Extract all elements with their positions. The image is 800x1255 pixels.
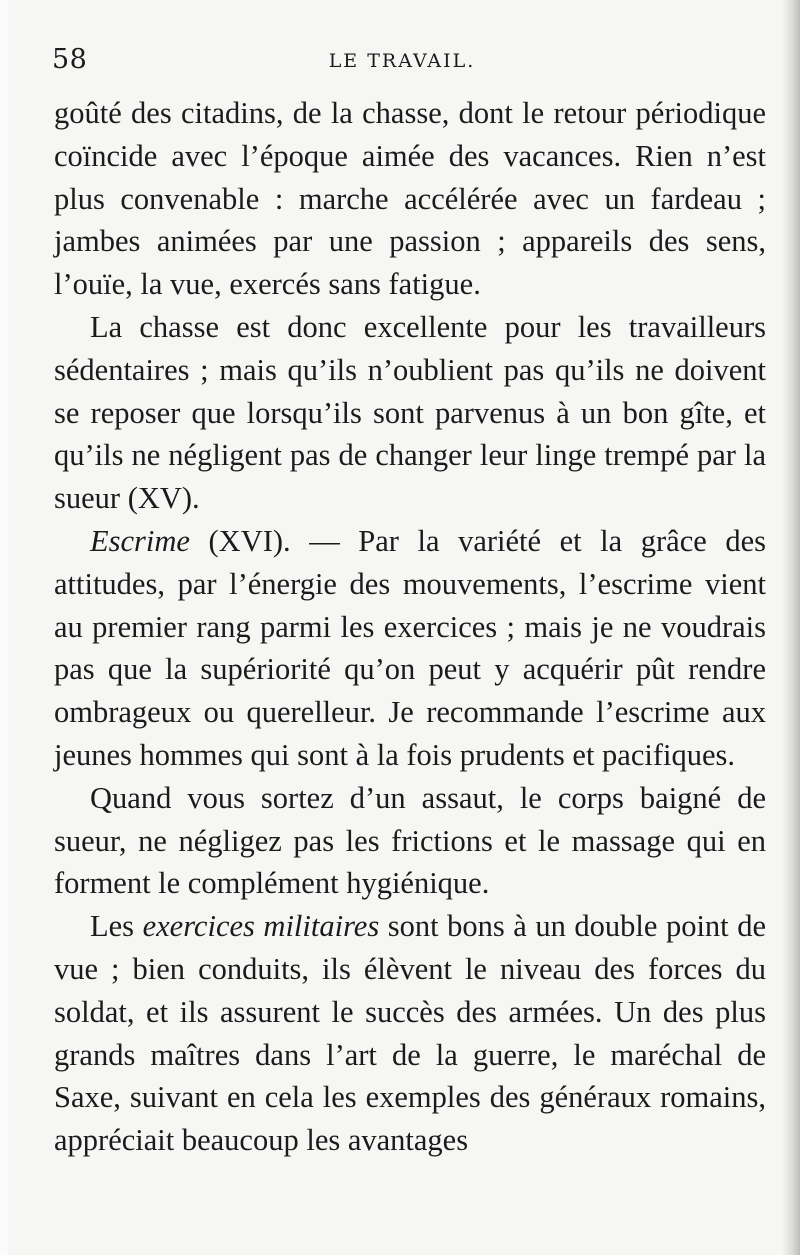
paragraph-text: Quand vous sortez d’un assaut, le corps baigné de sueur, ne négligez pas les frictions et le massage qui en forment le complément hygiénique. [54, 780, 766, 901]
paragraph-hunting-advice [54, 306, 766, 520]
paragraph-after-assault [54, 777, 766, 905]
paragraph-military-exercises [54, 905, 766, 1162]
body-text [54, 92, 766, 1162]
paragraph-text: goûté des citadins, de la chasse, dont le retour périodique coïncide avec l’époque aimée des vacances. Rien n’est plus convenable : marche accélérée avec un fardeau ; jambes animées par une passion ; appareils des sens, l’ouïe, la vue, exercés sans fatigue. [54, 96, 766, 302]
section-term-fencing: Escrime [90, 523, 190, 558]
paragraph-hunting-intro [54, 92, 766, 306]
section-term-military: exercices militaires [142, 909, 380, 944]
paragraph-text: (XVI). — Par la variété et la grâce des attitudes, par l’énergie des mouvements, l’escrime vient au premier rang parmi les exercices ; mais je ne voudrais pas que la supériorité qu’on peut y acquérir pût rendre ombrageux ou querelleur. Je recommande l’escrime aux jeunes hommes qui sont à la fois prudents et pacifiques. [54, 523, 766, 772]
paragraph-text-lead: Les [90, 909, 143, 944]
running-title: LE TRAVAIL. [328, 50, 476, 72]
page-number: 58 [52, 44, 88, 75]
page-edge-shadow [782, 0, 800, 1255]
paragraph-fencing [54, 520, 766, 777]
paragraph-text: La chasse est donc excellente pour les travailleurs sédentaires ; mais qu’ils n’oublient pas qu’ils ne doivent se reposer que lorsqu’ils sont parvenus à un bon gîte, et qu’ils ne négligent pas de changer leur linge trempé par la sueur (XV). [54, 309, 766, 516]
page-header [52, 44, 752, 78]
paragraph-text: sont bons à un double point de vue ; bien conduits, ils élèvent le niveau des forces du soldat, et ils assurent le succès des armées. Un des plus grands maîtres dans l’art de la guerre, le maréchal de Saxe, suivant en cela les exemples des généraux romains, appréciait beaucoup les avantages [54, 909, 766, 1158]
